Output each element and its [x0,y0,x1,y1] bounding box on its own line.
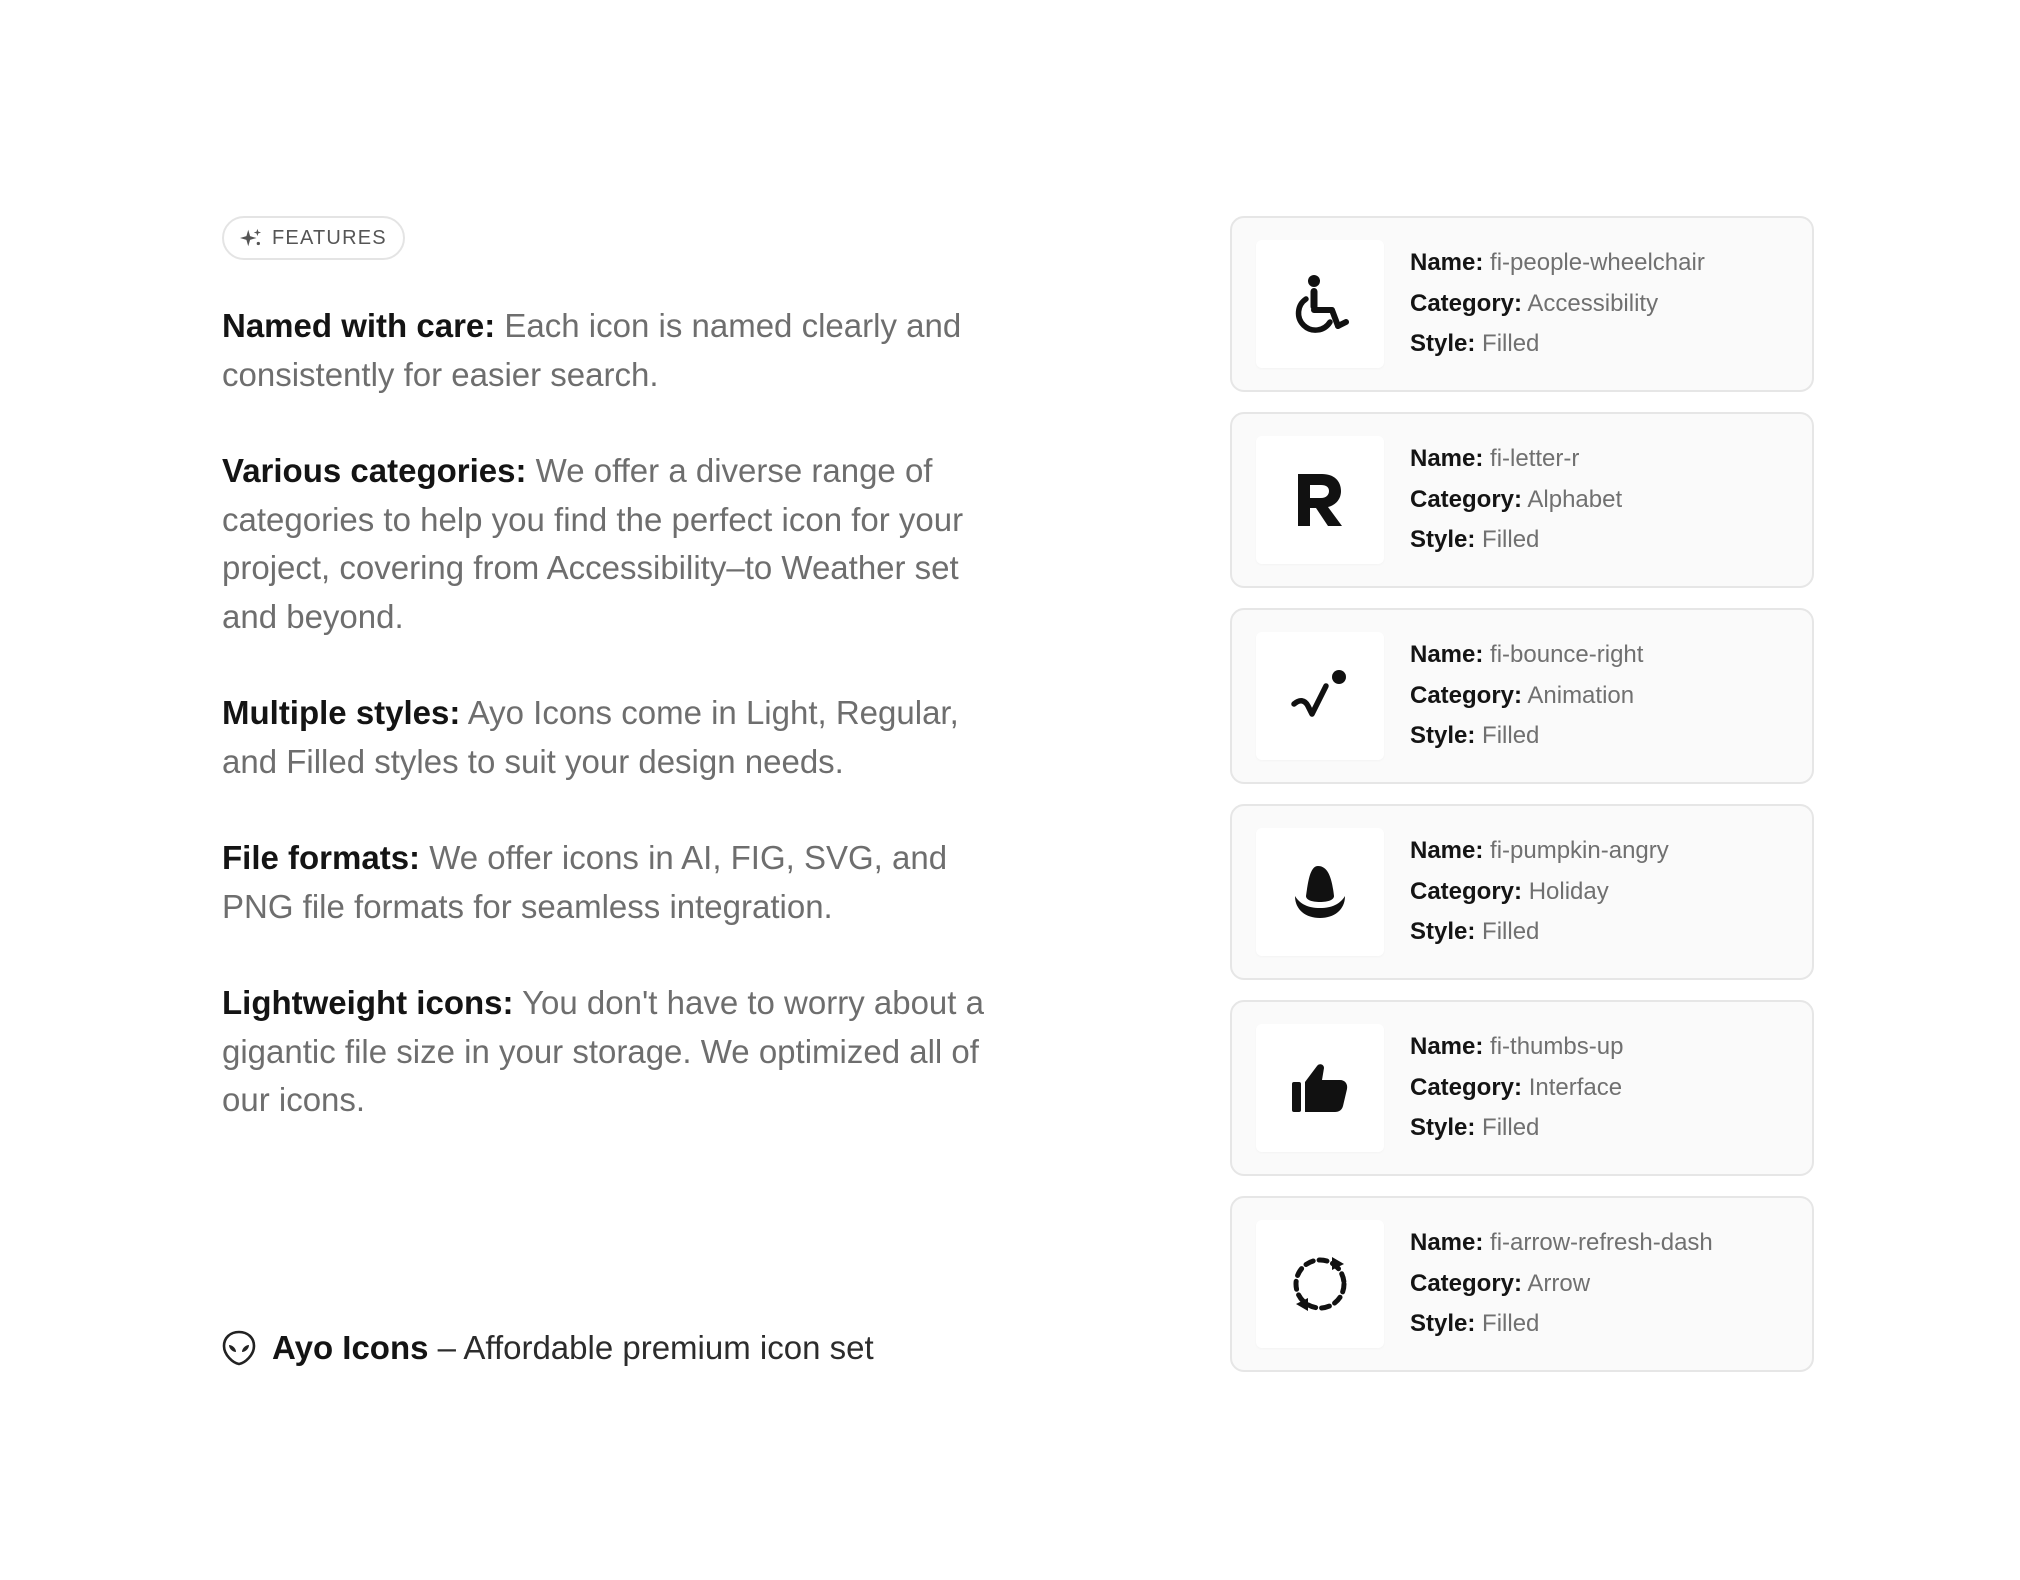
witch-hat-icon [1288,860,1352,924]
brand-tagline: – Affordable premium icon set [437,1329,874,1366]
category-label: Category: [1410,485,1523,513]
refresh-dash-icon [1288,1252,1352,1316]
icon-preview [1256,436,1384,564]
feature-list [222,302,1022,1125]
icon-style: Filled [1482,1114,1540,1142]
icon-card[interactable] [1230,608,1814,784]
features-section [222,216,1022,1173]
name-label: Name: [1410,1033,1484,1061]
feature-text: We offer a diverse range of categories to help you find the perfect icon for your project, covering from Accessibility–to Weather set and beyond. [222,452,964,635]
wheelchair-icon [1288,272,1352,336]
feature-title: Named with care: [222,307,496,344]
name-label: Name: [1410,249,1484,277]
icon-name: fi-letter-r [1490,445,1580,473]
icon-category: Interface [1528,1073,1623,1101]
icon-style: Filled [1482,722,1540,750]
bounce-right-icon [1288,664,1352,728]
icon-card[interactable] [1230,1000,1814,1176]
feature-text: Each icon is named clearly and consistently for easier search. [222,307,962,393]
icon-category: Holiday [1528,877,1609,905]
icon-name: fi-people-wheelchair [1490,249,1705,277]
icon-category: Animation [1527,681,1635,709]
category-label: Category: [1410,1269,1523,1297]
feature-text: You don't have to worry about a gigantic file size in your storage. We optimized all of our icons. [222,984,984,1118]
feature-item [222,447,1002,641]
style-label: Style: [1410,526,1476,554]
feature-title: Various categories: [222,452,527,489]
icon-card[interactable] [1230,1196,1814,1372]
letter-r-icon [1290,470,1350,530]
icon-meta [1410,243,1705,365]
feature-title: File formats: [222,839,421,876]
icon-preview [1256,828,1384,956]
footer-brand [222,1329,874,1367]
style-label: Style: [1410,918,1476,946]
icon-card-list [1230,216,1814,1392]
feature-item [222,979,1002,1125]
icon-name: fi-thumbs-up [1490,1033,1624,1061]
icon-card[interactable] [1230,412,1814,588]
category-label: Category: [1410,877,1523,905]
name-label: Name: [1410,641,1484,669]
icon-preview [1256,1220,1384,1348]
brand-name: Ayo Icons [272,1329,429,1366]
icon-style: Filled [1482,526,1540,554]
category-label: Category: [1410,681,1523,709]
style-label: Style: [1410,330,1476,358]
feature-item [222,834,1002,931]
icon-card[interactable] [1230,216,1814,392]
icon-name: fi-bounce-right [1490,641,1644,669]
icon-meta [1410,1027,1623,1149]
feature-text: Ayo Icons come in Light, Regular, and Filled styles to suit your design needs. [222,694,959,780]
name-label: Name: [1410,837,1484,865]
icon-meta [1410,635,1643,757]
icon-style: Filled [1482,918,1540,946]
icon-category: Arrow [1527,1269,1591,1297]
icon-meta [1410,1223,1713,1345]
feature-text: We offer icons in AI, FIG, SVG, and PNG file formats for seamless integration. [222,839,948,925]
category-label: Category: [1410,289,1523,317]
features-badge-label: FEATURES [272,226,387,249]
category-label: Category: [1410,1073,1523,1101]
thumbs-up-icon [1288,1056,1352,1120]
icon-preview [1256,1024,1384,1152]
features-badge [222,216,405,260]
icon-category: Accessibility [1527,289,1659,317]
feature-title: Multiple styles: [222,694,461,731]
name-label: Name: [1410,1229,1484,1257]
feature-item [222,689,1002,786]
icon-style: Filled [1482,330,1540,358]
icon-category: Alphabet [1527,485,1623,513]
sparkle-icon [240,227,262,249]
icon-name: fi-arrow-refresh-dash [1490,1229,1713,1257]
icon-preview [1256,240,1384,368]
icon-card[interactable] [1230,804,1814,980]
style-label: Style: [1410,722,1476,750]
icon-style: Filled [1482,1310,1540,1338]
style-label: Style: [1410,1114,1476,1142]
icon-name: fi-pumpkin-angry [1490,837,1669,865]
alien-icon [222,1330,256,1366]
name-label: Name: [1410,445,1484,473]
icon-preview [1256,632,1384,760]
style-label: Style: [1410,1310,1476,1338]
feature-title: Lightweight icons: [222,984,514,1021]
icon-meta [1410,439,1622,561]
icon-meta [1410,831,1669,953]
feature-item [222,302,1002,399]
